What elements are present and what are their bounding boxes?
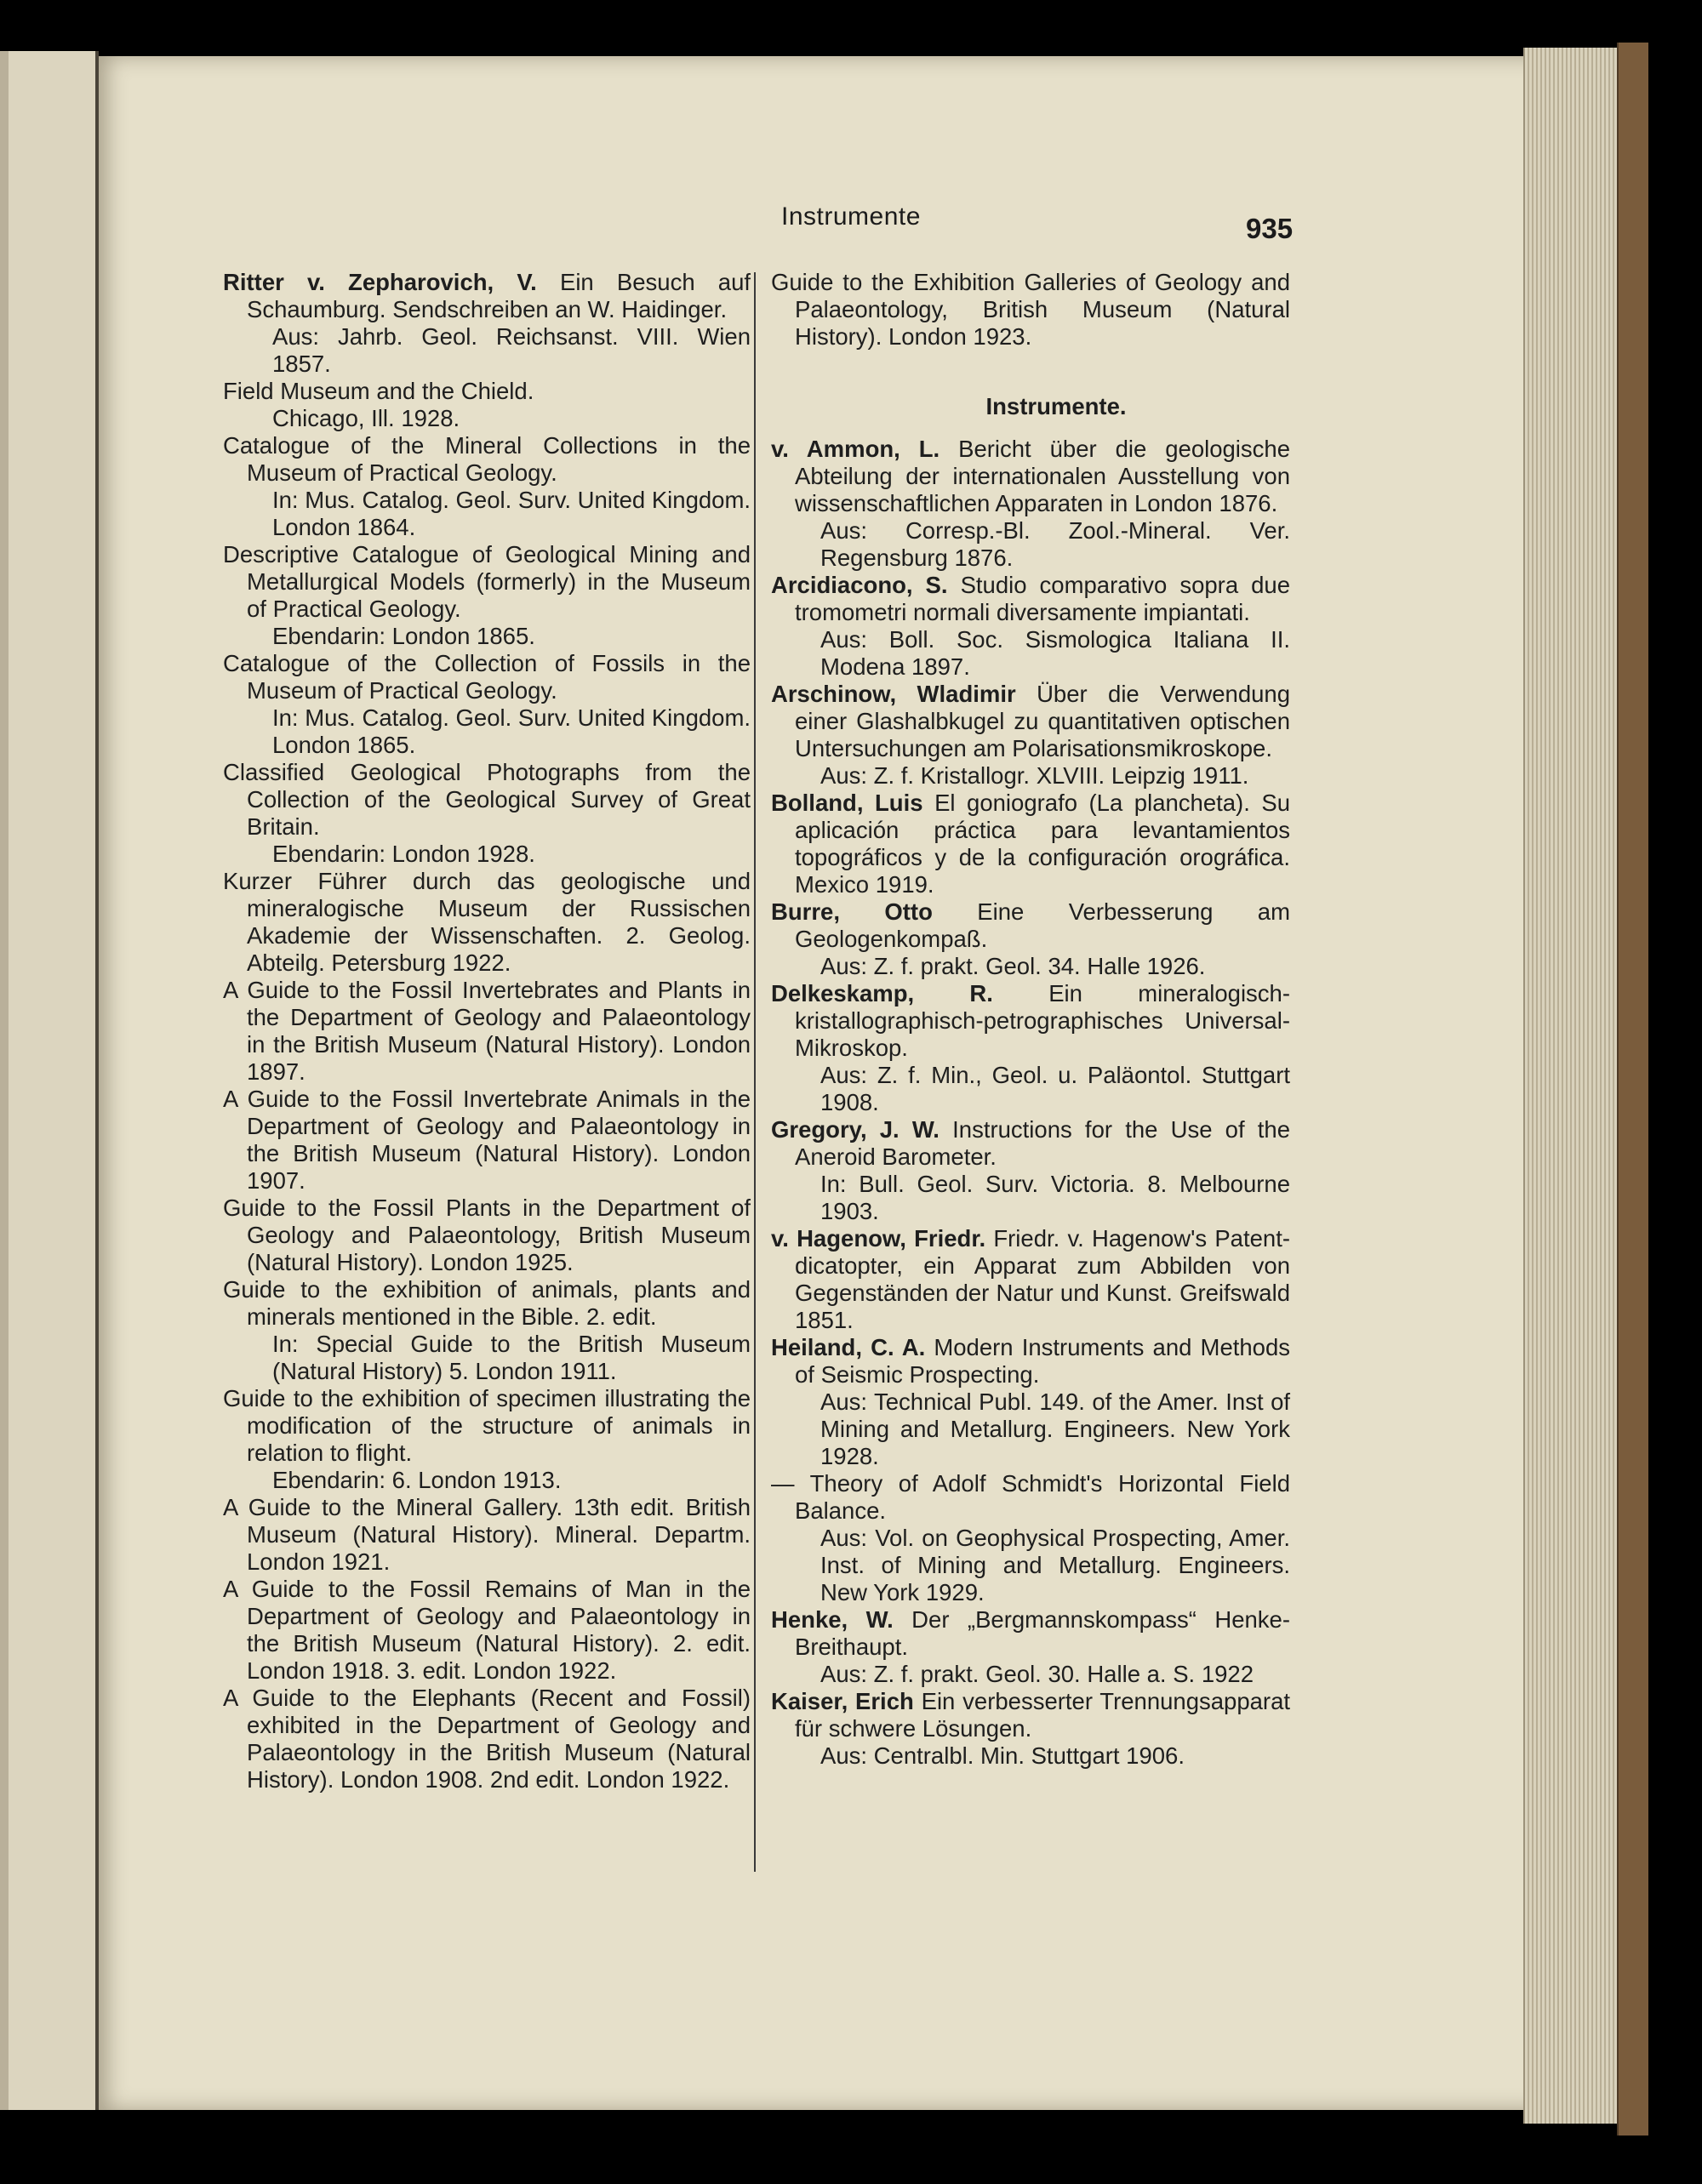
entry-author: Gregory, J. W. xyxy=(771,1116,940,1143)
bibliography-entry xyxy=(223,868,751,977)
entry-source: Ebendarin: 6. London 1913. xyxy=(272,1467,562,1493)
entry-text: Studio comparativo sopra due tromometri normali diversamente impiantati. xyxy=(795,572,1291,625)
entry-source: Aus: Centralbl. Min. Stuttgart 1906. xyxy=(820,1742,1185,1769)
entry-text: Catalogue of the Collection of Fossils in the Museum of Practical Geology. xyxy=(223,650,751,704)
entry-text: Ein mineralogisch-kristallographisch-petrographisches Universal-Mikroskop. xyxy=(795,980,1291,1061)
entry-text: Field Museum and the Chield. xyxy=(223,378,534,404)
entry-author: Kaiser, Erich xyxy=(771,1688,914,1714)
left-page xyxy=(0,51,99,2110)
entry-text: Eine Verbesserung am Geologenkompaß. xyxy=(795,898,1290,952)
entry-text: A Guide to the Mineral Gallery. 13th edit. British Museum (Natural History). Mineral. Departm. London 1921. xyxy=(223,1494,751,1575)
entry-text: Instructions for the Use of the Aneroid Barometer. xyxy=(795,1116,1291,1170)
entry-text: Ein verbesserter Trennungsapparat für schwere Lösungen. xyxy=(795,1688,1291,1742)
entry-text: Bericht über die geologische Abteilung der internationalen Ausstellung von wissenschaftlichen Apparaten in London 1876. xyxy=(795,436,1291,516)
bibliography-entry xyxy=(223,1086,751,1195)
entry-author: Delkeskamp, R. xyxy=(771,980,993,1006)
column-divider xyxy=(754,272,756,1872)
entry-author: Bolland, Luis xyxy=(771,790,923,816)
bibliography-entry xyxy=(771,1606,1290,1688)
entry-source: Chicago, Ill. 1928. xyxy=(272,405,460,431)
bibliography-entry xyxy=(223,1494,751,1576)
bibliography-entry xyxy=(771,980,1290,1116)
entry-text: A Guide to the Elephants (Recent and Fossil) exhibited in the Department of Geology and Palaeontology in the British Museum (Natural History). London 1908. 2nd edit. London 1922. xyxy=(223,1685,751,1793)
bibliography-entry xyxy=(771,1688,1290,1770)
entry-source: In: Bull. Geol. Surv. Victoria. 8. Melbourne 1903. xyxy=(820,1171,1290,1224)
left-column xyxy=(223,269,751,1793)
entry-author: v. Ammon, L. xyxy=(771,436,940,462)
entry-text: Guide to the exhibition of specimen illustrating the modification of the structure of animals in relation to flight. xyxy=(223,1385,751,1466)
entry-source: Ebendarin: London 1928. xyxy=(272,841,535,867)
entry-text: Descriptive Catalogue of Geological Mining and Metallurgical Models (formerly) in the Museum of Practical Geology. xyxy=(223,541,751,622)
entry-source: Aus: Z. f. prakt. Geol. 34. Halle 1926. xyxy=(820,953,1206,979)
entry-text: Modern Instruments and Methods of Seismic Prospecting. xyxy=(795,1334,1291,1388)
bibliography-entry xyxy=(771,436,1290,572)
bibliography-entry xyxy=(223,432,751,541)
bibliography-entry xyxy=(223,650,751,759)
entry-source: In: Mus. Catalog. Geol. Surv. United Kingdom. London 1865. xyxy=(272,704,751,758)
bibliography-entry xyxy=(223,269,751,378)
entry-dash: — xyxy=(771,1470,795,1497)
entry-text: Theory of Adolf Schmidt's Horizontal Field Balance. xyxy=(795,1470,1290,1524)
running-head: Instrumente xyxy=(781,202,921,231)
bibliography-entry xyxy=(223,541,751,650)
bibliography-entry xyxy=(771,1470,1290,1606)
bibliography-entry xyxy=(771,572,1290,681)
entry-text: A Guide to the Fossil Remains of Man in the Department of Geology and Palaeontology in the British Museum (Natural History). 2. edit. London 1918. 3. edit. London 1922. xyxy=(223,1576,751,1684)
bibliography-entry xyxy=(223,1385,751,1494)
entry-author: Heiland, C. A. xyxy=(771,1334,926,1360)
entry-source: Aus: Z. f. Kristallogr. XLVIII. Leipzig 1911. xyxy=(820,762,1249,789)
book-cover-edge xyxy=(1617,43,1648,2136)
bibliography-entry xyxy=(223,1685,751,1793)
entry-text: Über die Verwendung einer Glashalbkugel zu quantitativen optischen Untersuchungen am Polarisationsmikroskope. xyxy=(795,681,1290,761)
entry-text: El goniografo (La plancheta). Su aplicación práctica para levantamientos topográficos y de la configuración orográfica. Mexico 1919. xyxy=(795,790,1291,898)
entry-text: Ein Besuch auf Schaumburg. Sendschreiben an W. Haidinger. xyxy=(247,269,751,322)
entry-text: A Guide to the Fossil Invertebrate Animals in the Department of Geology and Palaeontology in the British Museum (Natural History). London 1907. xyxy=(223,1086,751,1194)
entry-source: Aus: Boll. Soc. Sismologica Italiana II. Modena 1897. xyxy=(820,626,1290,680)
entry-text: Kurzer Führer durch das geologische und mineralogische Museum der Russischen Akademie der Wissenschaften. 2. Geolog. Abteilg. Petersburg 1922. xyxy=(223,868,751,976)
entry-text: Catalogue of the Mineral Collections in the Museum of Practical Geology. xyxy=(223,432,751,486)
entry-author: Arcidiacono, S. xyxy=(771,572,948,598)
entry-source: In: Special Guide to the British Museum (Natural History) 5. London 1911. xyxy=(272,1331,751,1384)
entry-source: Aus: Z. f. prakt. Geol. 30. Halle a. S. 1922 xyxy=(820,1661,1254,1687)
entry-author: Burre, Otto xyxy=(771,898,933,925)
entry-author: Arschinow, Wladimir xyxy=(771,681,1016,707)
bibliography-entry xyxy=(223,1276,751,1385)
bibliography-entry xyxy=(223,1195,751,1276)
entry-text: Der „Bergmannskompass“ Henke-Breithaupt. xyxy=(795,1606,1291,1660)
left-page-edge xyxy=(0,51,9,2110)
entry-source: Aus: Technical Publ. 149. of the Amer. Inst of Mining and Metallurg. Engineers. New York 1928. xyxy=(820,1389,1290,1469)
bibliography-entry xyxy=(771,269,1290,351)
bibliography-entry xyxy=(223,1576,751,1685)
bibliography-entry xyxy=(771,898,1290,980)
entry-author: Henke, W. xyxy=(771,1606,894,1633)
bibliography-entry xyxy=(771,1116,1290,1225)
entry-text: Guide to the Exhibition Galleries of Geology and Palaeontology, British Museum (Natural History). London 1923. xyxy=(771,269,1290,350)
page-block-edges xyxy=(1523,48,1619,2124)
section-heading: Instrumente. xyxy=(985,393,1127,419)
entry-source: Aus: Jahrb. Geol. Reichsanst. VIII. Wien 1857. xyxy=(272,323,751,377)
entry-source: Aus: Corresp.-Bl. Zool.-Mineral. Ver. Regensburg 1876. xyxy=(820,517,1290,571)
right-column xyxy=(771,269,1290,1770)
entry-source: Aus: Vol. on Geophysical Prospecting, Amer. Inst. of Mining and Metallurg. Engineers. New York 1929. xyxy=(820,1525,1290,1605)
entry-author: v. Hagenow, Friedr. xyxy=(771,1225,986,1252)
entry-author: Ritter v. Zepharovich, V. xyxy=(223,269,537,295)
bibliography-entry xyxy=(771,790,1290,898)
entry-text: Guide to the exhibition of animals, plants and minerals mentioned in the Bible. 2. edit. xyxy=(223,1276,751,1330)
entry-source: Ebendarin: London 1865. xyxy=(272,623,535,649)
bibliography-entry xyxy=(771,1334,1290,1470)
entry-text: A Guide to the Fossil Invertebrates and Plants in the Department of Geology and Palaeontology in the British Museum (Natural History). London 1897. xyxy=(223,977,751,1085)
entry-source: Aus: Z. f. Min., Geol. u. Paläontol. Stuttgart 1908. xyxy=(820,1062,1290,1115)
page-number: 935 xyxy=(1246,213,1294,244)
entry-text: Guide to the Fossil Plants in the Department of Geology and Palaeontology, British Museum (Natural History). London 1925. xyxy=(223,1195,751,1275)
entry-text: Classified Geological Photographs from the Collection of the Geological Survey of Great Britain. xyxy=(223,759,751,840)
bibliography-entry xyxy=(771,1225,1290,1334)
entry-text: Friedr. v. Hagenow's Patent-dicatopter, ein Apparat zum Abbilden von Gegenständen der Natur und Kunst. Greifswald 1851. xyxy=(795,1225,1291,1333)
bibliography-entry xyxy=(223,378,751,432)
bibliography-entry xyxy=(771,681,1290,790)
bibliography-entry xyxy=(223,759,751,868)
bibliography-entry xyxy=(223,977,751,1086)
entry-source: In: Mus. Catalog. Geol. Surv. United Kingdom. London 1864. xyxy=(272,487,751,540)
